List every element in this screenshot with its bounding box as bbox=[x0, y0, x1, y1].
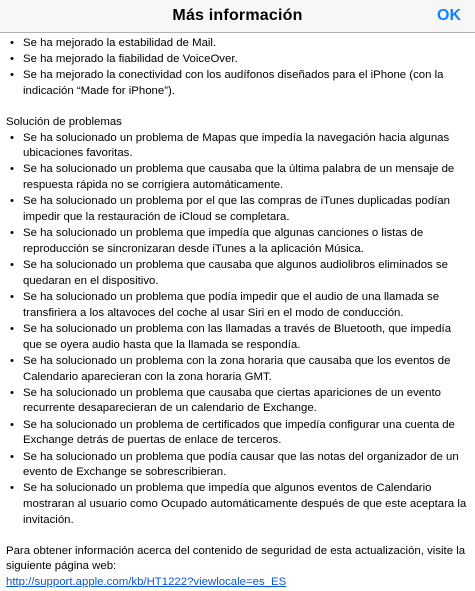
list-item bbox=[6, 386, 467, 417]
bullet-icon: • bbox=[10, 37, 14, 49]
bullet-icon: • bbox=[10, 53, 14, 66]
list-item-text: Se ha solucionado un problema que causaba que ciertas apariciones de un evento recurrente desaparecieran de un calendario de Exchange. bbox=[23, 386, 441, 415]
fixes-list bbox=[6, 131, 467, 529]
list-item-text: Se ha mejorado la conectividad con los audífonos diseñados para el iPhone (con la indicación “Made for iPhone”). bbox=[23, 69, 444, 98]
list-item-text: Se ha mejorado la fiabilidad de VoiceOver. bbox=[23, 53, 238, 66]
list-item bbox=[6, 481, 467, 528]
bullet-icon: • bbox=[10, 450, 14, 463]
ok-button[interactable]: OK bbox=[437, 7, 461, 24]
list-item-text: Se ha solucionado un problema de certificados que impedía configurar una cuenta de Exchange detrás de puertas de enlace de terceros. bbox=[23, 418, 455, 447]
list-item bbox=[6, 162, 467, 193]
list-item-text: Se ha solucionado un problema por el que las compras de iTunes duplicadas podían impedir que la restauración de iCloud se completara. bbox=[23, 195, 451, 224]
release-notes-content[interactable] bbox=[0, 34, 475, 588]
bullet-icon: • bbox=[10, 195, 14, 208]
bullet-icon: • bbox=[10, 291, 14, 304]
bullet-icon: • bbox=[10, 354, 14, 367]
list-item-text: Se ha solucionado un problema que causaba que algunos audiolibros eliminados se quedaran en el dispositivo. bbox=[23, 259, 448, 287]
improvements-list bbox=[6, 36, 467, 100]
bullet-icon: • bbox=[10, 482, 14, 495]
bullet-icon: • bbox=[10, 69, 14, 82]
list-item bbox=[6, 226, 467, 257]
bullet-icon: • bbox=[10, 131, 14, 144]
list-item bbox=[6, 322, 467, 353]
list-item bbox=[6, 354, 467, 385]
list-item-text: Se ha solucionado un problema con la zona horaria que causaba que los eventos de Calendario aparecieran con la zona horaria GMT. bbox=[23, 354, 451, 383]
list-item bbox=[6, 52, 467, 68]
list-item-text: Se ha solucionado un problema que podía impedir que el audio de una llamada se transfiriera a los altavoces del coche al usar Siri en el modo de conducción. bbox=[23, 291, 440, 319]
bullet-icon: • bbox=[10, 227, 14, 240]
support-link[interactable]: http://support.apple.com/kb/HT1222?viewlocale=es_ES bbox=[6, 576, 287, 588]
list-item bbox=[6, 450, 467, 481]
list-item bbox=[6, 68, 467, 99]
list-item-text: Se ha mejorado la estabilidad de Mail. bbox=[23, 37, 217, 49]
bullet-icon: • bbox=[10, 322, 14, 335]
list-item bbox=[6, 290, 467, 321]
bullet-icon: • bbox=[10, 418, 14, 431]
navigation-bar bbox=[0, 0, 475, 33]
bullet-icon: • bbox=[10, 163, 14, 176]
list-item-text: Se ha solucionado un problema que podía causar que las notas del organizador de un evento de Exchange se sobrescribieran. bbox=[23, 450, 459, 479]
bullet-icon: • bbox=[10, 386, 14, 399]
section-heading: Solución de problemas bbox=[6, 115, 122, 128]
footer-text bbox=[6, 544, 467, 591]
list-item bbox=[6, 36, 467, 52]
list-item-text: Se ha solucionado un problema con las llamadas a través de Bluetooth, que impedía que se oyera audio hasta que la llamada se respondía. bbox=[23, 322, 452, 351]
list-item-text: Se ha solucionado un problema que causaba que la última palabra de un mensaje de respuesta rápida no se corrigiera automáticamente. bbox=[23, 163, 455, 192]
list-item bbox=[6, 194, 467, 225]
bullet-icon: • bbox=[10, 259, 14, 272]
page-title: Más información bbox=[172, 7, 303, 24]
list-item-text: Se ha solucionado un problema que impedía que algunos eventos de Calendario mostraran al usuario como Ocupado automáticamente después de que este aceptara la invitación. bbox=[23, 482, 467, 526]
list-item bbox=[6, 131, 467, 162]
list-item-text: Se ha solucionado un problema de Mapas que impedía la navegación hacia algunas ubicaciones favoritas. bbox=[23, 131, 450, 160]
footer-description: Para obtener información acerca del contenido de seguridad de esta actualización, visite la siguiente página web: bbox=[6, 544, 466, 573]
list-item-text: Se ha solucionado un problema que impedía que algunas canciones o listas de reproducción se sincronizaran desde iTunes a la aplicación Música. bbox=[23, 227, 424, 255]
list-item bbox=[6, 418, 467, 449]
list-item bbox=[6, 258, 467, 289]
